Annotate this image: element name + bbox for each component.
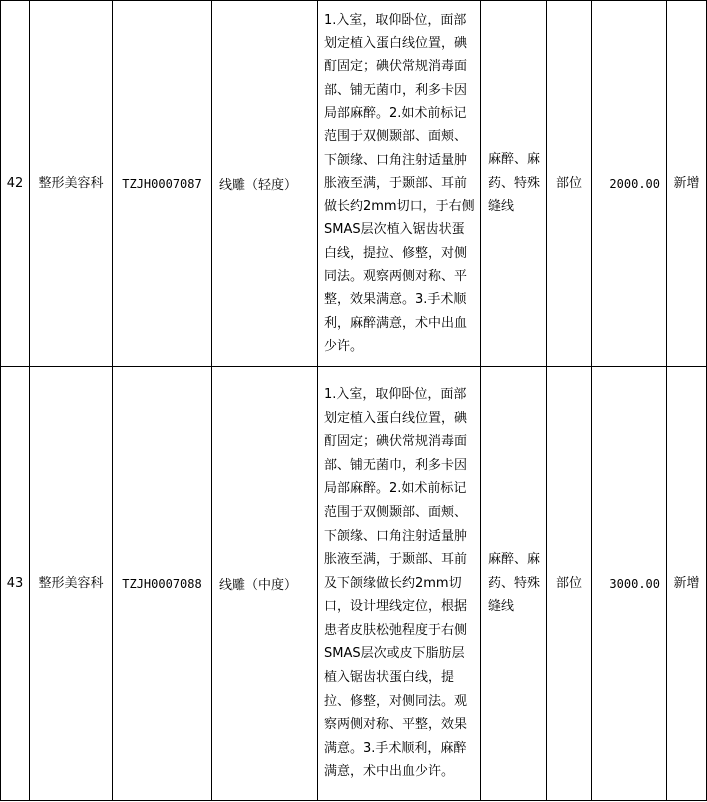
procedure-description: 1.入室，取仰卧位，面部划定植入蛋白线位置，碘酊固定；碘伏常规消毒面部、铺无菌巾，利多卡因局部麻醉。2.如术前标记范围于双侧颞部、面颊、下颌缘、口角注射适量肿胀液至满，于颞部、耳前做长约2mm切口，于右侧SMAS层次植入锯齿状蛋白线，提拉、修整，对侧同法。观察两侧对称、平整，效果满意。3.手术顺利，麻醉满意，术中出血少许。 (318, 1, 481, 367)
excluded-items: 麻醉、麻药、特殊缝线 (481, 367, 547, 801)
pricing-unit: 部位 (547, 1, 592, 367)
row-number: 42 (1, 1, 30, 367)
note: 新增 (667, 367, 707, 801)
pricing-unit: 部位 (547, 367, 592, 801)
department: 整形美容科 (30, 367, 113, 801)
excluded-items: 麻醉、麻药、特殊缝线 (481, 1, 547, 367)
item-name: 线雕（中度） (212, 367, 318, 801)
item-code: TZJH0007088 (113, 367, 212, 801)
price: 2000.00 (592, 1, 667, 367)
price: 3000.00 (592, 367, 667, 801)
table-row (1, 1, 707, 367)
table-row (1, 367, 707, 801)
row-number: 43 (1, 367, 30, 801)
item-code: TZJH0007087 (113, 1, 212, 367)
note: 新增 (667, 1, 707, 367)
department: 整形美容科 (30, 1, 113, 367)
item-name: 线雕（轻度） (212, 1, 318, 367)
procedure-description: 1.入室，取仰卧位，面部划定植入蛋白线位置，碘酊固定；碘伏常规消毒面部、铺无菌巾，利多卡因局部麻醉。2.如术前标记范围于双侧颞部、面颊、下颌缘、口角注射适量肿胀液至满，于颞部、耳前及下颌缘做长约2mm切口，设计埋线定位，根据患者皮肤松弛程度于右侧SMAS层次或皮下脂肪层植入锯齿状蛋白线，提拉、修整，对侧同法。观察两侧对称、平整，效果满意。3.手术顺利，麻醉满意，术中出血少许。 (318, 367, 481, 801)
